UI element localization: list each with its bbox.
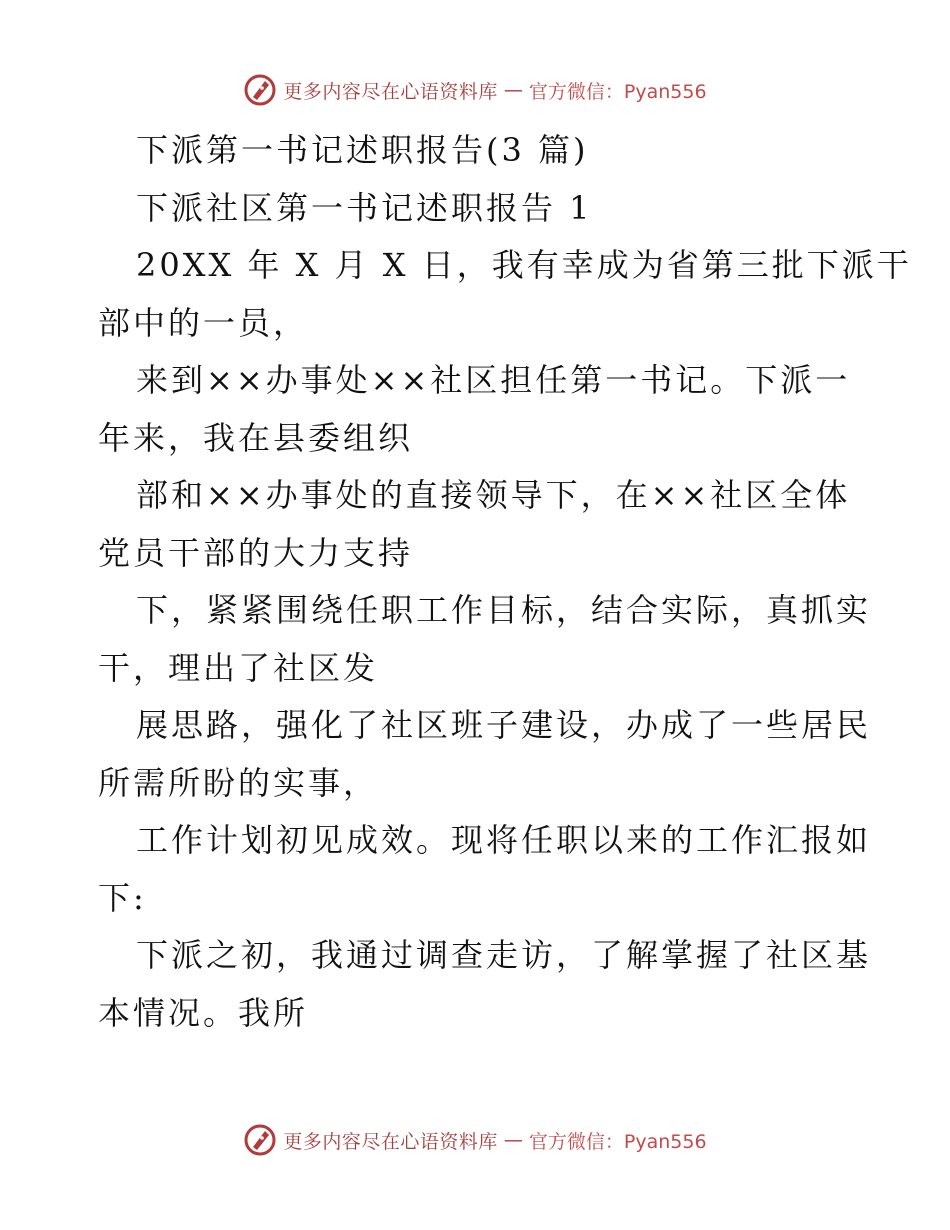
doc-line: 党员干部的大力支持 bbox=[98, 533, 414, 572]
banner-wechat-id: 官方微信：Pyan556 bbox=[528, 1130, 707, 1153]
doc-line: 所需所盼的实事， bbox=[98, 763, 379, 802]
doc-subtitle: 下派社区第一书记述职报告 1 bbox=[136, 188, 593, 227]
doc-line: 工作计划初见成效。现将任职以来的工作汇报如 bbox=[136, 821, 872, 859]
banner-site-text: 更多内容尽在心语资料库 bbox=[283, 1130, 498, 1153]
pen-nib-logo-icon bbox=[243, 1123, 277, 1157]
doc-line: 展思路，强化了社区班子建设，办成了一些居民 bbox=[136, 706, 872, 744]
doc-line: 部中的一员， bbox=[98, 303, 309, 342]
doc-line: 来到××办事处××社区担任第一书记。下派一 bbox=[136, 361, 851, 399]
doc-line: 部和××办事处的直接领导下，在××社区全体 bbox=[136, 476, 851, 514]
footer-banner bbox=[0, 1120, 950, 1160]
doc-line: 20XX 年 X 月 X 日，我有幸成为省第三批下派干 bbox=[136, 246, 912, 284]
doc-line: 下，紧紧围绕任职工作目标，结合实际，真抓实 bbox=[136, 591, 872, 629]
doc-line: 下派之初，我通过调查走访，了解掌握了社区基 bbox=[136, 936, 872, 974]
doc-line: 下: bbox=[98, 878, 147, 917]
banner-site-text: 更多内容尽在心语资料库 bbox=[283, 80, 498, 103]
doc-line: 本情况。我所 bbox=[98, 993, 309, 1032]
doc-line: 干，理出了社区发 bbox=[98, 648, 379, 687]
doc-title: 下派第一书记述职报告(3 篇) bbox=[136, 131, 589, 169]
banner-dash: — bbox=[503, 79, 523, 101]
document-body bbox=[98, 122, 912, 1042]
banner-dash: — bbox=[503, 1129, 523, 1151]
header-banner bbox=[0, 70, 950, 110]
pen-nib-logo-icon bbox=[243, 73, 277, 107]
doc-line: 年来，我在县委组织 bbox=[98, 418, 414, 457]
banner-wechat-id: 官方微信：Pyan556 bbox=[528, 80, 707, 103]
